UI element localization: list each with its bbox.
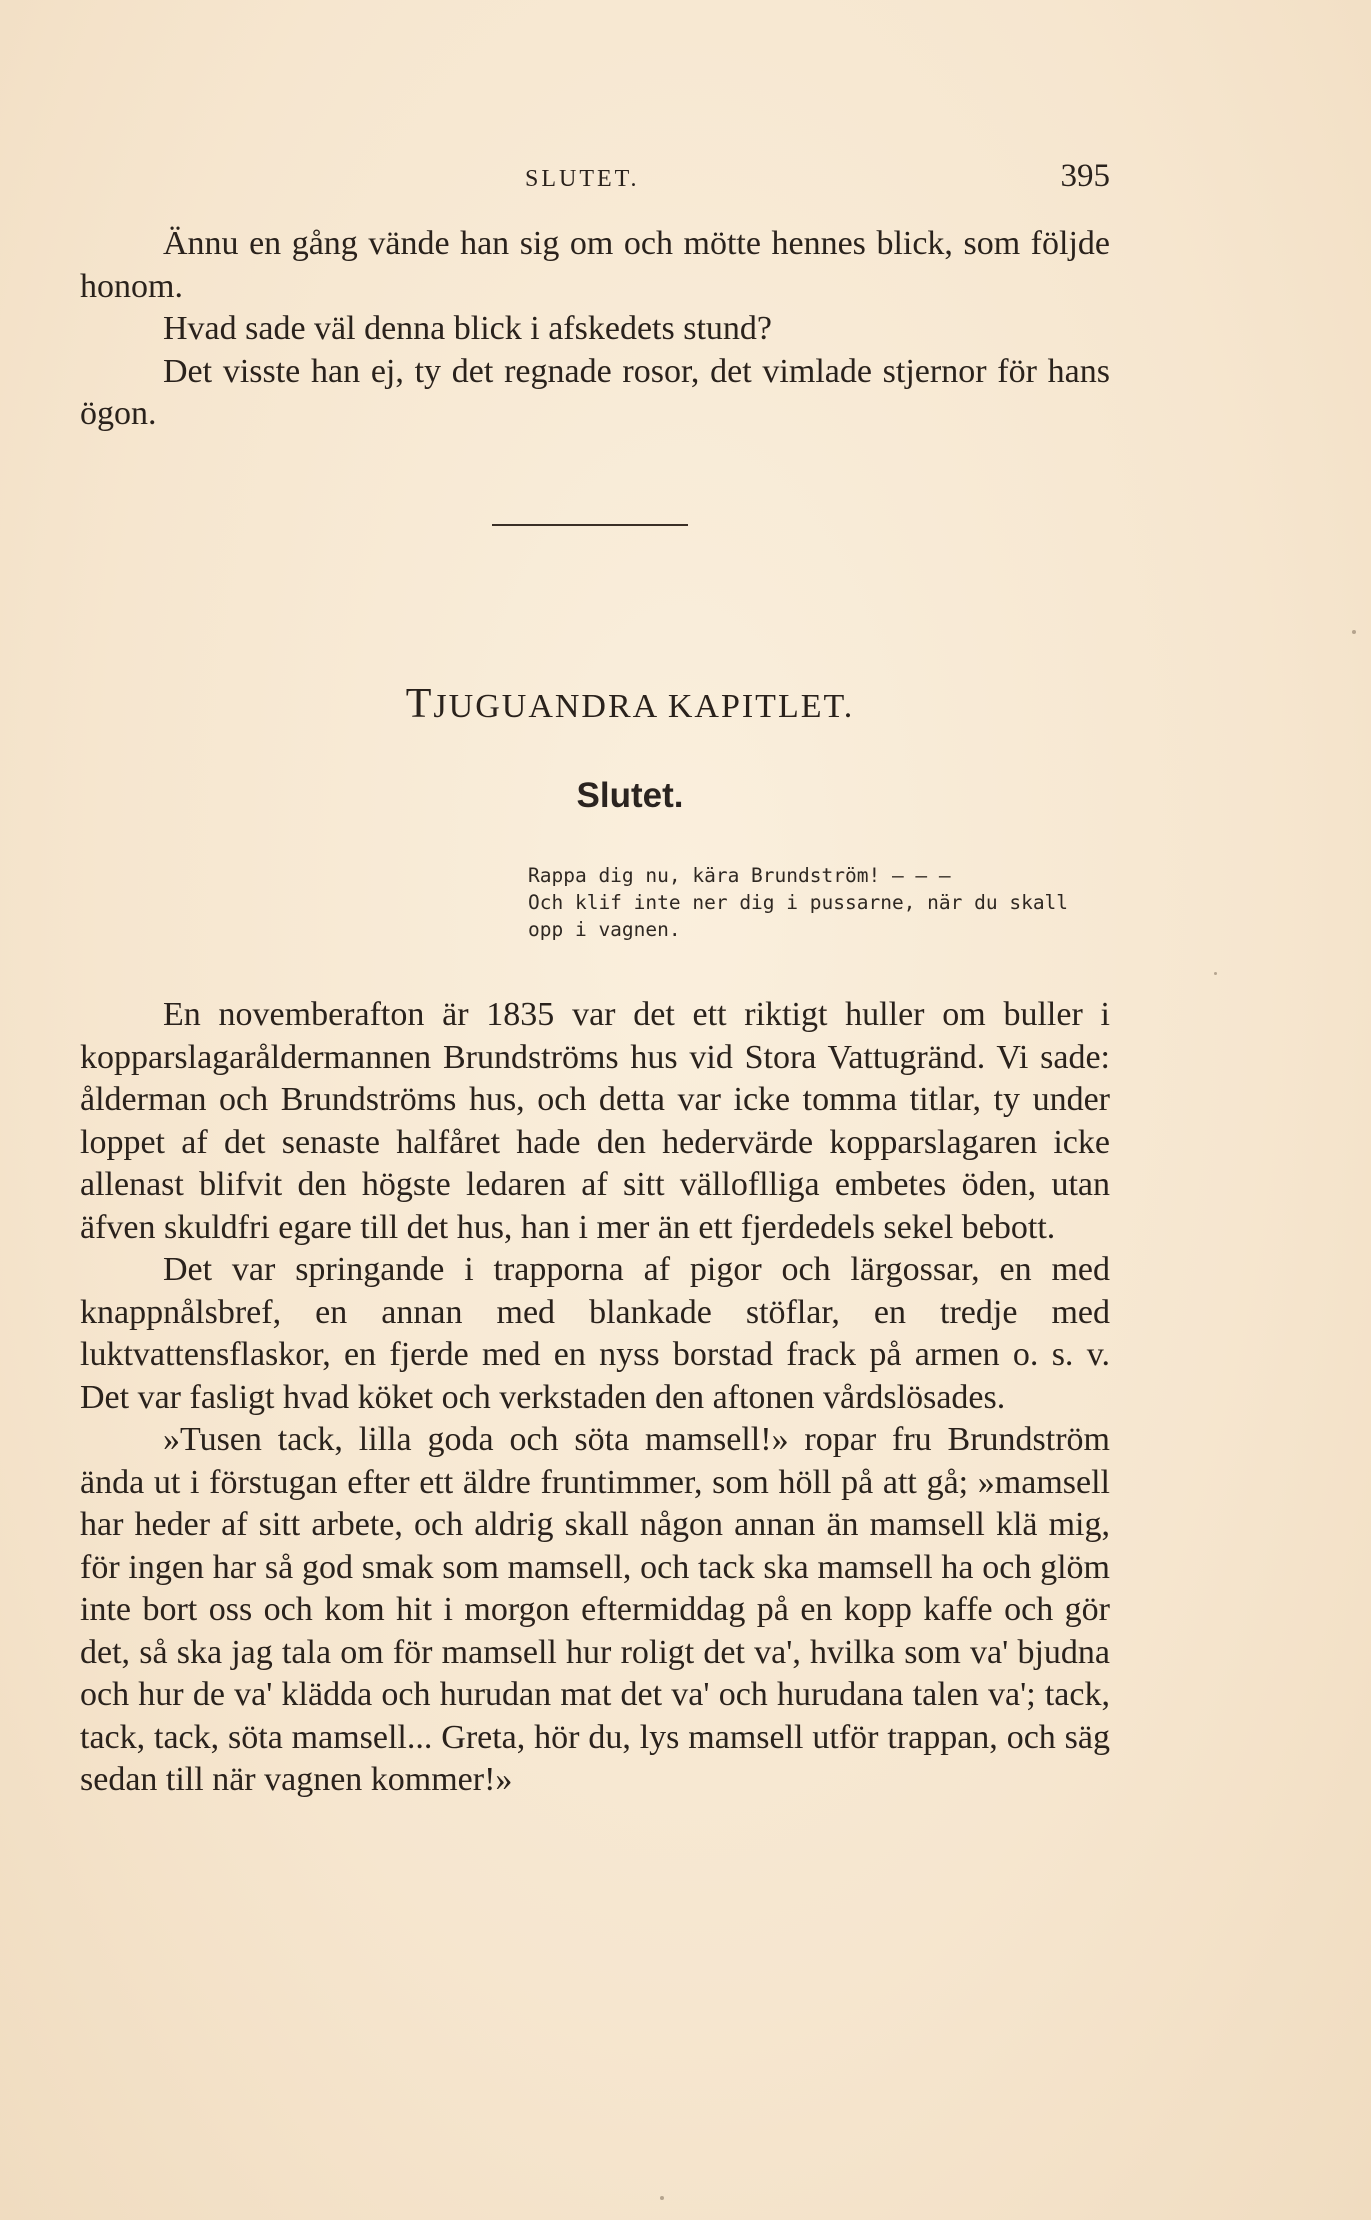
- chapter-title: Slutet.: [576, 776, 684, 815]
- section-divider: [492, 524, 688, 526]
- page-number: 395: [1060, 158, 1110, 194]
- epigraph-line: Och klif inte ner dig i pussarne, när du skall: [528, 891, 1069, 914]
- section1-text: [80, 223, 1110, 436]
- paragraph: En novemberafton är 1835 var det ett riktigt huller om buller i kopparslagaråldermannen Brundströms hus vid Stora Vattugränd. Vi sade: ålderman och Brundströms hus, och detta var icke tomma titlar, ty under loppet af det senaste halfåret hade den hedervärde kopparslagaren icke allenast blifvit den högste ledaren af sitt välloflliga embetes öden, utan äfven skuldfri egare till det hus, han i mer än ett fjerdedels sekel bebott.: [80, 996, 1110, 1246]
- paper-speck: [1214, 972, 1217, 975]
- section2-text: [80, 994, 1110, 1802]
- epigraph-line: Rappa dig nu, kära Brundström! — — —: [528, 864, 951, 887]
- running-head: [80, 158, 1110, 198]
- chapter-heading: [0, 680, 1260, 728]
- epigraph-line: opp i vagnen.: [528, 918, 681, 941]
- chapter-heading-rest: JUGUANDRA KAPITLET.: [433, 688, 855, 725]
- paragraph: »Tusen tack, lilla goda och söta mamsell!» ropar fru Brundström ända ut i förstugan efter ett äldre fruntimmer, som höll på att gå; »mamsell har heder af sitt arbete, och aldrig skall någon annan än mamsell klä mig, för ingen har så god smak som mamsell, och tack ska mamsell ha och glöm inte bort oss och kom hit i morgon eftermiddag på en kopp kaffe och gör det, så ska jag tala om för mamsell hur roligt det va', hvilka som va' bjudna och hur de va' klädda och hurudan mat det va' och hurudana talen va'; tack, tack, tack, söta mamsell... Greta, hör du, lys mamsell utför trappan, och säg sedan till när vagnen kommer!»: [80, 1421, 1110, 1798]
- paragraph: Hvad sade väl denna blick i afskedets stund?: [163, 310, 772, 347]
- paper-speck: [660, 2196, 664, 2200]
- running-title: SLUTET.: [525, 166, 640, 192]
- paragraph: Det var springande i trapporna af pigor och lärgossar, en med knappnålsbref, en annan med blankade stöflar, en tredje med luktvattensflaskor, en fjerde med en nyss borstad frack på armen o. s. v. Det var fasligt hvad köket och verkstaden den aftonen vårdslösades.: [80, 1251, 1110, 1416]
- paragraph: Ännu en gång vände han sig om och mötte hennes blick, som följde honom.: [80, 225, 1110, 305]
- epigraph: [528, 862, 1108, 943]
- paragraph: Det visste han ej, ty det regnade rosor, det vimlade stjernor för hans ögon.: [80, 352, 1110, 432]
- chapter-heading-initial: T: [405, 681, 434, 727]
- paper-speck: [1352, 630, 1356, 634]
